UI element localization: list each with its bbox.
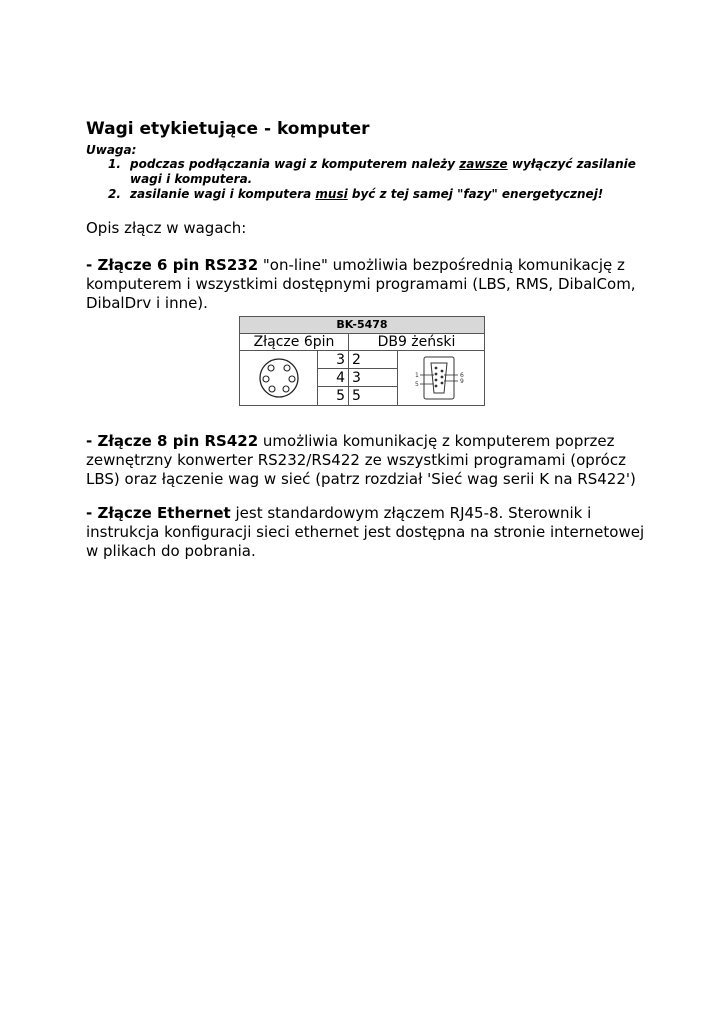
note-text: być z tej samej "fazy" energetycznej! <box>347 187 604 201</box>
db9-pin-label: 9 <box>460 378 464 385</box>
din-6pin-connector-icon <box>240 351 318 405</box>
note-emphasis: zawsze <box>459 157 508 171</box>
table-cell-6pin: 4 <box>318 369 349 387</box>
note-text: podczas podłączania wagi z komputerem należy <box>130 157 460 171</box>
connector-6pin-image-cell <box>240 351 318 405</box>
db9-pin-label: 6 <box>460 372 464 379</box>
table-cell-db9: 3 <box>349 369 398 387</box>
note-heading: Uwaga: <box>86 143 137 157</box>
note-text: wyłączyć zasilanie wagi i komputera. <box>130 157 636 186</box>
table-header-6pin: Złącze 6pin <box>240 333 349 351</box>
section-text: "on-line" umożliwia bezpośrednią komunikację z komputerem i wszystkimi dostępnymi programami (LBS, RMS, DibalCom, DibalDrv i inne). <box>86 256 636 312</box>
section-rs422 <box>86 432 646 489</box>
connector-db9-image-cell <box>398 351 484 405</box>
page-title: Wagi etykietujące - komputer <box>86 119 370 139</box>
section-heading: - Złącze Ethernet <box>86 504 231 522</box>
note-number: 1. <box>108 157 121 171</box>
note-item-1 <box>108 157 648 187</box>
section-text: jest standardowym złączem RJ45-8. Sterownik i instrukcja konfiguracji sieci ethernet jest dostępna na stronie internetowej w plikach do pobrania. <box>86 504 645 560</box>
note-emphasis: musi <box>315 187 348 201</box>
table-cell-db9: 2 <box>349 351 398 369</box>
note-text: zasilanie wagi i komputera <box>130 187 316 201</box>
section-heading: - Złącze 6 pin RS232 <box>86 256 259 274</box>
note-number: 2. <box>108 187 121 201</box>
section-rs232 <box>86 256 646 313</box>
db9-pin-label: 1 <box>415 372 419 379</box>
table-cell-6pin: 3 <box>318 351 349 369</box>
section-text: umożliwia komunikację z komputerem poprzez zewnętrzny konwerter RS232/RS422 ze wszystkimi programami (oprócz LBS) oraz łączenie wag w sieć (patrz rozdział 'Sieć wag serii K na RS422') <box>86 432 636 488</box>
db9-female-connector-icon <box>398 351 484 405</box>
section-heading: - Złącze 8 pin RS422 <box>86 432 259 450</box>
section-ethernet <box>86 504 646 561</box>
connector-table <box>239 316 485 406</box>
table-cell-db9: 5 <box>349 387 398 405</box>
table-header-db9: DB9 żeński <box>349 333 484 351</box>
table-title: BK-5478 <box>240 317 484 334</box>
note-list <box>108 157 648 202</box>
table-cell-6pin: 5 <box>318 387 349 405</box>
db9-pin-label: 5 <box>415 381 419 388</box>
note-item-2 <box>108 187 648 202</box>
intro-paragraph: Opis złącz w wagach: <box>86 219 247 237</box>
